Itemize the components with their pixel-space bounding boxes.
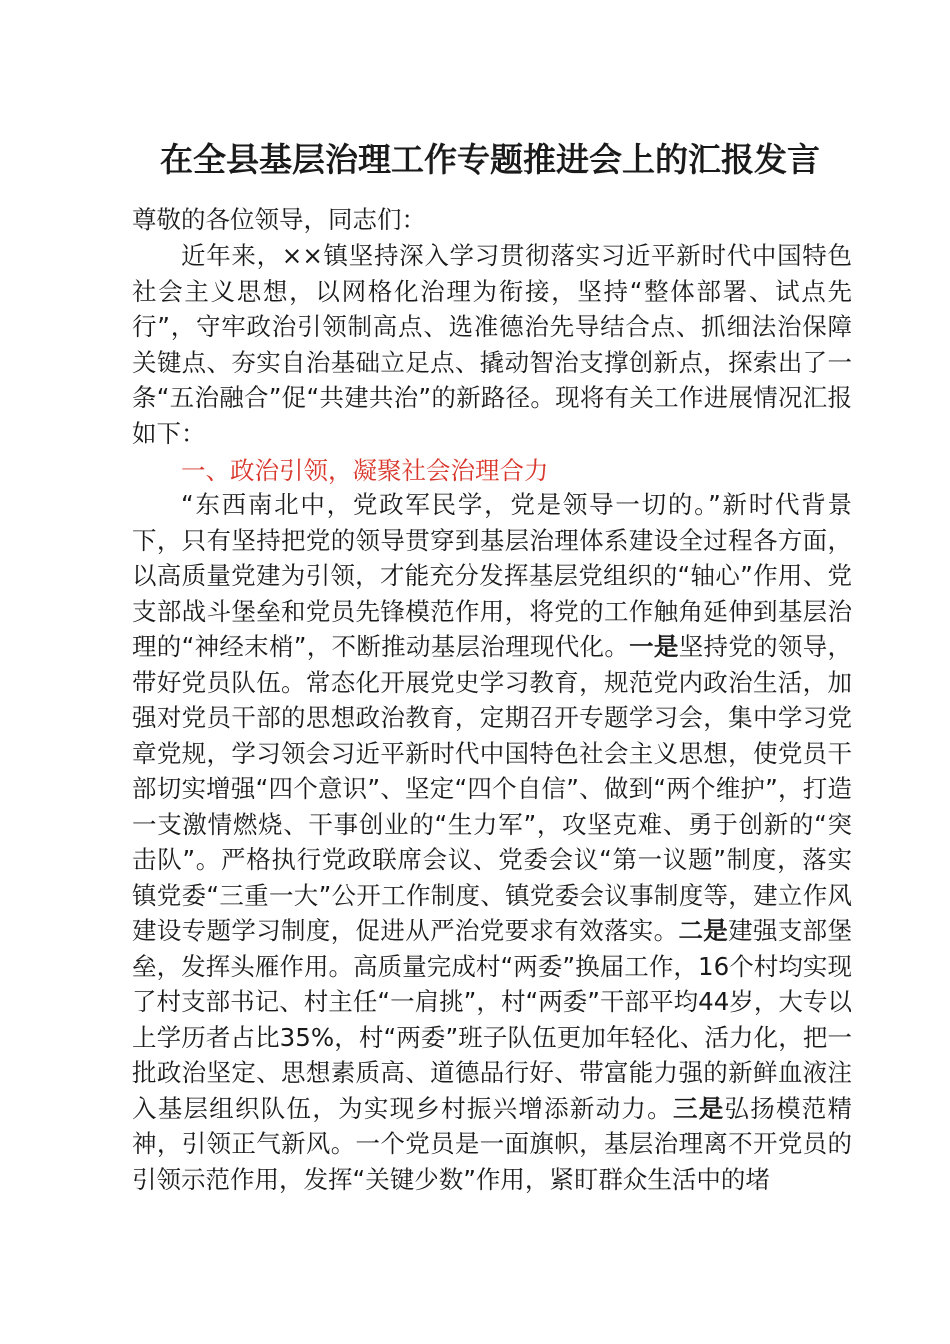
lead-point-2: 二是: [678, 916, 729, 945]
section-1-text-a: “东西南北中，党政军民学，党是领导一切的。”新时代背景下，只有坚持把党的领导贯穿到基层治理体系建设全过程各方面，以高质量党建为引领，才能充分发挥基层党组织的“轴心”作用、党支部战斗堡垒和党员先锋模范作用，将党的工作触角延伸到基层治理的“神经末梢”，不断推动基层治理现代化。: [132, 490, 852, 661]
lead-point-1: 一是: [629, 632, 679, 661]
section-1-text-b: 坚持党的领导，带好党员队伍。常态化开展党史学习教育，规范党内政治生活，加强对党员干部的思想政治教育，定期召开专题学习会，集中学习党章党规，学习领会习近平新时代中国特色社会主义思想，使党员干部切实增强“四个意识”、坚定“四个自信”、做到“两个维护”，打造一支激情燃烧、干事创业的“生力军”，攻坚克难、勇于创新的“突击队”。严格执行党政联席会议、党委会议“第一议题”制度，落实镇党委“三重一大”公开工作制度、镇党委会议事制度等，建立作风建设专题学习制度，促进从严治党要求有效落实。: [132, 632, 852, 945]
salutation: 尊敬的各位领导，同志们：: [132, 205, 426, 234]
section-1-text-d: 弘扬模范精神，引领正气新风。一个党员是一面旗帜，基层治理离不开党员的引领示范作用，发挥“关键少数”作用，紧盯群众生活中的堵: [132, 1093, 853, 1194]
intro-paragraph: 近年来，××镇坚持深入学习贯彻落实习近平新时代中国特色社会主义思想，以网格化治理为衔接，坚持“整体部署、试点先行”，守牢政治引领制高点、选准德治先导结合点、抓细法治保障关键点、夯实自治基础立足点、撬动智治支撑创新点，探索出了一条“五治融合”促“共建共治”的新路径。现将有关工作进展情况汇报如下：: [132, 241, 852, 448]
section-1-paragraph: [132, 487, 852, 1197]
document-title: 在全县基层治理工作专题推进会上的汇报发言: [160, 140, 820, 179]
lead-point-3: 三是: [672, 1093, 725, 1123]
section-1-text-c: 建强支部堡垒，发挥头雁作用。高质量完成村“两委”换届工作，16个村均实现了村支部书记、村主任“一肩挑”，村“两委”干部平均44岁，大专以上学历者占比35%，村“两委”班子队伍更加年轻化、活力化，把一批政治坚定、思想素质高、道德品行好、带富能力强的新鲜血液注入基层组织队伍，为实现乡村振兴增添新动力。: [132, 916, 853, 1123]
section-heading-1: 一、政治引领，凝聚社会治理合力: [181, 456, 549, 485]
